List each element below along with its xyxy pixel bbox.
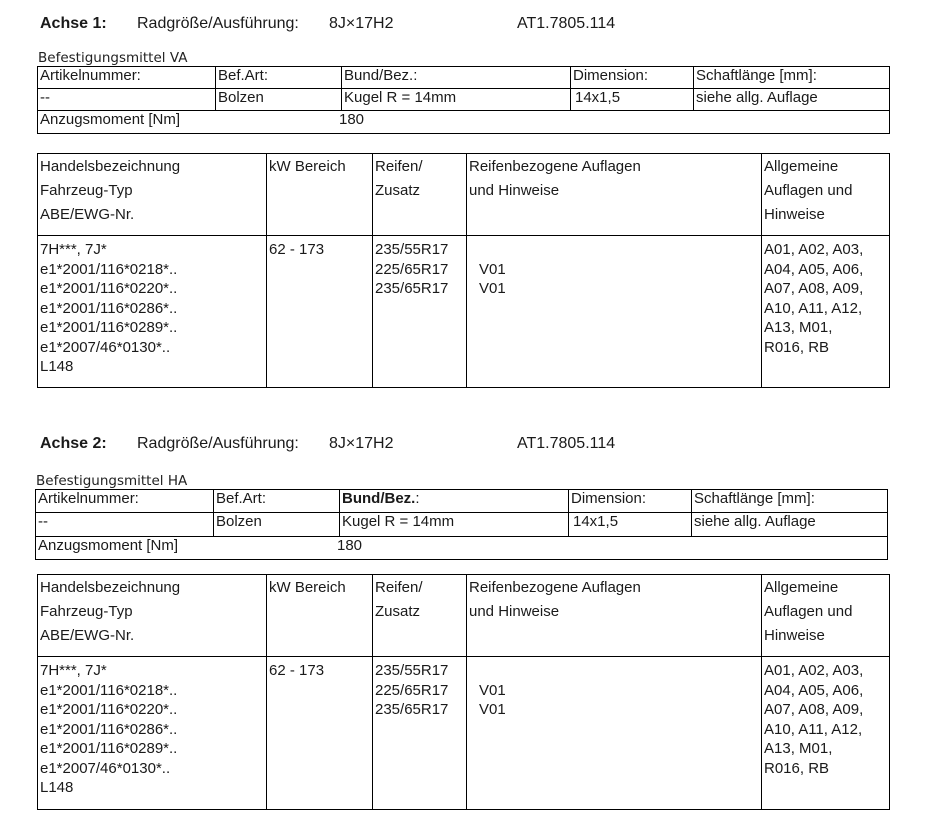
cell-dimension-header: Dimension: [571,67,694,89]
tyre-row [375,279,761,299]
vehicle-type: L148 [40,358,74,375]
anzugsmoment-cell [38,111,890,134]
vehicle-type: L148 [40,779,74,796]
vehicle-type: e1*2007/46*0130*.. [40,759,171,777]
radgroesse-value: 8J×17H2 [329,15,394,32]
col-kw-header [267,575,373,657]
befestigung-table [35,489,888,560]
header-line: Reifen/ [375,158,423,175]
tyre-row [375,661,761,681]
general-note: A13, M01, [764,319,833,336]
cell-befart-header: Bef.Art: [214,490,340,513]
cell-bund-value: Kugel R = 14mm [342,89,571,111]
tyre-note: V01 [479,701,506,718]
kw-range: 62 - 173 [269,241,325,258]
column-divider [466,657,467,809]
cell-artikelnummer-header: Artikelnummer: [38,67,216,89]
befestigung-table [37,66,890,134]
header-line: Zusatz [375,182,421,199]
tyre-note: V01 [479,280,506,297]
header-line: Zusatz [375,603,421,620]
tyre-size: 235/65R17 [375,701,449,718]
anzugsmoment-value: 180 [339,111,365,128]
col-kw-header [267,154,373,236]
header-line: kW Bereich [269,158,346,175]
vehicle-type: e1*2001/116*0289*.. [40,319,178,336]
col-reifenbezogene-header [467,575,762,657]
vehicle-header-row [38,575,890,657]
vehicle-type: 7H***, 7J* [40,241,107,258]
cell-bund-header [340,490,569,513]
header-line: Fahrzeug-Typ [40,603,133,620]
cell-schaftlaenge-value: siehe allg. Auflage [694,89,890,111]
anzugsmoment-label: Anzugsmoment [Nm] [38,537,179,554]
tyres-cell [373,657,762,810]
header-line: ABE/EWG-Nr. [40,206,135,223]
general-note: A04, A05, A06, [764,681,864,699]
general-note: A04, A05, A06, [764,260,864,278]
header-line: ABE/EWG-Nr. [40,627,135,644]
header-line: Auflagen und [764,603,853,620]
vehicle-header-row [38,154,890,236]
general-note: A07, A08, A09, [764,701,864,718]
header-line: Handelsbezeichnung [40,579,181,596]
cell-bund-header: Bund/Bez.: [342,67,571,89]
general-note: A13, M01, [764,740,833,757]
general-note: R016, RB [764,338,830,356]
cell-artikelnummer-value: -- [36,513,214,537]
tyre-row [375,681,761,701]
befestigung-value-row [38,89,890,111]
befestigung-value-row [36,513,888,537]
col-allgemeine-header [762,575,890,657]
befestigung-header-row [38,67,890,89]
anzugsmoment-row [36,537,888,560]
header-line: Allgemeine [764,158,839,175]
at-number: AT1.7805.114 [517,15,616,32]
vehicle-type: e1*2001/116*0218*.. [40,260,178,278]
tyre-note: V01 [479,681,506,699]
vehicle-data-row [38,657,890,810]
general-note: R016, RB [764,759,830,777]
vehicle-table [37,153,890,388]
anzugsmoment-row [38,111,890,134]
tyre-size: 225/65R17 [375,260,449,278]
tyre-size: 225/65R17 [375,681,449,699]
header-line: Fahrzeug-Typ [40,182,133,199]
vehicle-types-cell [38,236,267,388]
vehicle-type: e1*2001/116*0218*.. [40,681,178,699]
general-notes-cell [762,236,890,388]
radgroesse-value: 8J×17H2 [329,435,394,452]
tyre-row [375,240,761,260]
bund-header-bold: Bund/Bez. [342,490,416,507]
general-note: A10, A11, A12, [764,720,863,738]
cell-artikelnummer-header: Artikelnummer: [36,490,214,513]
header-line: Reifenbezogene Auflagen [469,579,641,596]
tyres-cell [373,236,762,388]
tyre-row [375,260,761,280]
vehicle-type: e1*2001/116*0220*.. [40,280,178,297]
cell-befart-value: Bolzen [214,513,340,537]
cell-artikelnummer-value: -- [38,89,216,111]
header-line: Handelsbezeichnung [40,158,181,175]
col-reifenbezogene-header [467,154,762,236]
col-reifen-header [373,154,467,236]
general-note: A10, A11, A12, [764,299,863,317]
header-line: Allgemeine [764,579,839,596]
header-line: Hinweise [764,627,825,644]
header-line: Reifenbezogene Auflagen [469,158,641,175]
anzugsmoment-cell [36,537,888,560]
vehicle-type: e1*2001/116*0220*.. [40,701,178,718]
at-number: AT1.7805.114 [517,435,616,452]
cell-schaftlaenge-value: siehe allg. Auflage [692,513,888,537]
kw-range: 62 - 173 [269,662,325,679]
kw-range-cell [267,236,373,388]
cell-schaftlaenge-header: Schaftlänge [mm]: [694,67,890,89]
achse-label: Achse 1: [40,15,107,32]
header-line: Hinweise [764,206,825,223]
col-handelsbezeichnung-header [38,154,267,236]
vehicle-table [37,574,890,810]
cell-dimension-value: 14x1,5 [571,89,694,111]
kw-range-cell [267,657,373,810]
column-divider [466,236,467,387]
vehicle-type: e1*2007/46*0130*.. [40,338,171,356]
cell-befart-header: Bef.Art: [216,67,342,89]
anzugsmoment-value: 180 [337,537,363,554]
tyre-note: V01 [479,260,506,278]
header-line: Reifen/ [375,579,423,596]
tyre-size: 235/55R17 [375,241,449,258]
vehicle-type: e1*2001/116*0286*.. [40,720,178,738]
befestigung-title: Befestigungsmittel HA [36,473,188,489]
cell-dimension-value: 14x1,5 [569,513,692,537]
vehicle-type: 7H***, 7J* [40,662,107,679]
general-note: A07, A08, A09, [764,280,864,297]
col-allgemeine-header [762,154,890,236]
bund-header-colon: : [415,490,420,507]
befestigung-title: Befestigungsmittel VA [38,50,188,66]
tyre-size: 235/55R17 [375,662,449,679]
general-note: A01, A02, A03, [764,662,864,679]
vehicle-types-cell [38,657,267,810]
cell-bund-value: Kugel R = 14mm [340,513,569,537]
radgroesse-label: Radgröße/Ausführung: [137,435,299,452]
achse-label: Achse 2: [40,435,107,452]
vehicle-type: e1*2001/116*0286*.. [40,299,178,317]
cell-schaftlaenge-header: Schaftlänge [mm]: [692,490,888,513]
general-note: A01, A02, A03, [764,241,864,258]
col-handelsbezeichnung-header [38,575,267,657]
cell-befart-value: Bolzen [216,89,342,111]
befestigung-header-row [36,490,888,513]
tyre-row [375,700,761,720]
header-line: Auflagen und [764,182,853,199]
header-line: und Hinweise [469,603,560,620]
general-notes-cell [762,657,890,810]
tyre-size: 235/65R17 [375,280,449,297]
col-reifen-header [373,575,467,657]
radgroesse-label: Radgröße/Ausführung: [137,15,299,32]
header-line: und Hinweise [469,182,560,199]
anzugsmoment-label: Anzugsmoment [Nm] [40,111,181,128]
vehicle-type: e1*2001/116*0289*.. [40,740,178,757]
vehicle-data-row [38,236,890,388]
cell-dimension-header: Dimension: [569,490,692,513]
header-line: kW Bereich [269,579,346,596]
